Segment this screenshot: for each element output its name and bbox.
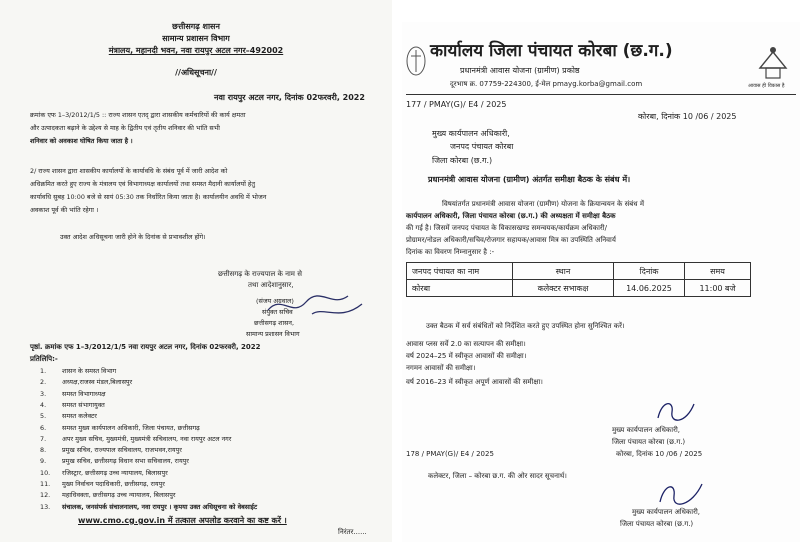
awas-logo-icon <box>752 42 794 88</box>
recipient-number: 5. <box>40 412 47 421</box>
left-para1-line: और उत्पादकता बढ़ाने के उद्देश्य से माह के द्वितीय एवं तृतीय शनिवार की भांति सभी <box>30 124 220 132</box>
recipient-text: समस्त विभागाध्यक्ष <box>62 389 106 398</box>
right-sign1-line: कोरबा, दिनांक 10 /06 / 2025 <box>616 450 703 458</box>
recipient-number: 4. <box>40 400 47 409</box>
recipient-text: अध्यक्ष,राजस्व मंडल,बिलासपुर <box>62 378 133 387</box>
right-ref-date: कोरबा, दिनांक 10 /06 / 2025 <box>638 112 737 121</box>
right-body-line: कार्यपालन अधिकारी, जिला पंचायत कोरबा (छ.ग.) की अध्यक्षता में समीक्षा बैठक <box>406 212 616 220</box>
table-header-cell: दिनांक <box>614 263 685 280</box>
left-para2-line: कार्यावधि सुबह 10:00 बजे से सायं 05:30 तक निर्धारित किया जाता है। कार्यालयीन अवधि में भोजन <box>30 193 267 201</box>
table-cell: कलेक्टर सभाकक्ष <box>513 280 614 297</box>
agenda-item: वर्ष 2016–23 में स्वीकृत अपूर्ण आवासों की समीक्षा। <box>406 378 543 386</box>
left-header-address: मंत्रालय, महानदी भवन, नवा रायपुर अटल नगर–492002 <box>108 46 284 55</box>
right-office-contact: दूरभाष क्र. 07759-224300, ई-मेल pmayg.korba@gmail.com <box>450 80 643 88</box>
left-header-department: सामान्य प्रशासन विभाग <box>162 34 230 43</box>
left-para1-line: क्रमांक एफ 1–3/2012/1/5 :: राज्य शासन एतद् द्वारा शासकीय कर्मचारियों की कार्य क्षमता <box>30 111 246 119</box>
emblem-icon <box>404 44 428 78</box>
left-para2-line: अधिक्रमित करते हुए राज्य के मंत्रालय एवं विभागाध्यक्ष कार्यालयों तथा समस्त मैदानी कार्यालयों हेतु <box>30 180 255 188</box>
left-sign-line: संयुक्त सचिव <box>262 308 293 316</box>
agenda-item: आवास प्लस सर्वे 2.0 का सत्यापन की समीक्षा। <box>406 340 526 348</box>
agenda-item: नगमन आवासों की समीक्षा। <box>406 364 476 372</box>
right-body-line: दिनांक का विवरण निम्नानुसार है :- <box>406 248 495 256</box>
recipient-item <box>40 492 175 499</box>
recipient-number: 3. <box>40 389 47 398</box>
recipient-item <box>40 379 132 386</box>
table-cell: 11:00 बजे <box>685 280 751 297</box>
left-sign-line: छत्तीसगढ़ शासन, <box>254 319 294 327</box>
left-document <box>0 0 392 542</box>
recipient-item <box>40 413 97 420</box>
left-date-line: नवा रायपुर अटल नगर, दिनांक 02फरवरी, 2022 <box>214 93 365 102</box>
left-sign-line: सामान्य प्रशासन विभाग <box>246 330 300 338</box>
recipient-item <box>40 504 257 511</box>
recipient-number: 2. <box>40 378 47 387</box>
meeting-table-header-row <box>407 263 751 280</box>
right-subject: प्रधानमंत्री आवास योजना (ग्रामीण) अंतर्गत समीक्षा बैठक के संबंध में। <box>428 175 631 184</box>
right-office-title: कार्यालय जिला पंचायत कोरबा (छ.ग.) <box>430 41 673 61</box>
table-cell: 14.06.2025 <box>614 280 685 297</box>
recipient-item <box>40 436 231 443</box>
recipient-item <box>40 481 165 488</box>
recipient-text: रजिस्ट्रार, छत्तीसगढ़ उच्च न्यायालय, बिलासपुर <box>62 468 168 477</box>
right-copy-line: कलेक्टर, जिला – कोरबा छ.ग. की ओर सादर सूचनार्थ। <box>428 472 567 480</box>
right-instruction: उक्त बैठक में सर्व संबंधितों को निर्देशित करते हुए उपस्थित होना सुनिश्चित करें। <box>426 322 625 330</box>
agenda-item: वर्ष 2024–25 में स्वीकृत आवासों की समीक्षा। <box>406 352 527 360</box>
left-endorse-line: पृष्ठां. क्रमांक एफ 1–3/2012/1/5 नवा रायपुर अटल नगर, दिनांक 02फरवरी, 2022 <box>30 343 261 351</box>
recipient-number: 13. <box>40 502 51 511</box>
recipient-text: समस्त संभागायुक्त <box>62 400 105 409</box>
recipient-number: 9. <box>40 457 47 466</box>
right-signature-2-icon <box>652 476 712 512</box>
recipient-number: 1. <box>40 367 47 375</box>
left-para2-line: 2/ राज्य शासन द्वारा शासकीय कार्यालयों के कार्यावधि के संबंध पूर्व में जारी आदेश को <box>30 167 228 175</box>
left-para1-line: शनिवार को अवकाश घोषित किया जाता है । <box>30 137 133 145</box>
right-copy-ref: 178 / PMAY(G)/ E4 / 2025 <box>406 450 494 458</box>
recipient-number: 7. <box>40 434 47 443</box>
left-footer-continued: निरंतर...... <box>338 528 367 536</box>
left-copy-label: प्रतिलिपि:- <box>30 355 58 363</box>
right-sign2-line: जिला पंचायत कोरबा (छ.ग.) <box>620 520 694 528</box>
right-body-line: विषयांतर्गत प्रधानमंत्री आवास योजना (ग्रामीण) योजना के क्रियान्वयन के संबंध में <box>442 200 645 208</box>
right-sign1-line: जिला पंचायत कोरबा (छ.ग.) <box>612 438 686 446</box>
recipient-text: अपर मुख्य सचिव, मुख्यमंत्री, मुख्यमंत्री सचिवालय, नवा रायपुर अटल नगर <box>62 434 232 443</box>
recipient-item <box>40 458 189 465</box>
recipient-item <box>40 391 106 398</box>
table-header-cell: समय <box>685 263 751 280</box>
left-para3: उक्त आदेश अधिसूचना जारी होने के दिनांक से प्रभावशील होंगे। <box>60 233 206 241</box>
recipient-number: 8. <box>40 446 47 455</box>
right-signature-1-icon <box>648 394 704 428</box>
right-to-line: मुख्य कार्यपालन अधिकारी, <box>432 129 510 138</box>
right-body-line: की गई है। जिसमें जनपद पंचायत के विकासखण्ड समन्वयक/कार्यक्रम अधिकारी/ <box>406 224 607 232</box>
recipient-text: समस्त कलेक्टर <box>62 412 97 421</box>
meeting-table-row <box>407 280 751 297</box>
right-sign2-line: मुख्य कार्यपालन अधिकारी, <box>632 508 701 516</box>
left-sign-line: छत्तीसगढ़ के राज्यपाल के नाम से <box>218 270 302 278</box>
left-notification-title: //अधिसूचना// <box>175 68 217 77</box>
recipient-text: संचालक, जनसंपर्क संचालनालय, नवा रायपुर । कृपया उक्त अधिसूचना को वेबसाईट <box>62 502 258 511</box>
recipient-number: 12. <box>40 491 51 500</box>
recipient-item <box>40 368 116 375</box>
right-document <box>402 22 800 542</box>
left-para2-line: अवकाश पूर्व की भांति रहेगा । <box>30 206 99 214</box>
meeting-table <box>406 262 751 297</box>
right-to-line: जनपद पंचायत कोरबा <box>450 142 514 151</box>
recipient-text: महाधिवक्ता, छत्तीसगढ़ उच्च न्यायालय, बिलासपुर <box>62 491 176 500</box>
left-signature-icon <box>262 288 372 328</box>
recipient-number: 10. <box>40 468 51 477</box>
right-sign1-line: मुख्य कार्यपालन अधिकारी, <box>612 426 681 434</box>
recipient-text: प्रमुख सचिव, राज्यपाल सचिवालय, राजभवन,रायपुर <box>62 446 182 455</box>
recipient-item <box>40 447 182 454</box>
right-to-line: जिला कोरबा (छ.ग.) <box>432 156 493 165</box>
recipient-text: समस्त मुख्य कार्यपालन अधिकारी, जिला पंचायत, छत्तीसगढ़ <box>62 423 200 432</box>
recipient-number: 11. <box>40 480 51 488</box>
left-sign-line: तथा आदेशानुसार, <box>248 281 294 289</box>
table-header-cell: स्थान <box>513 263 614 280</box>
recipient-number: 6. <box>40 423 47 432</box>
left-website-line: www.cmo.cg.gov.in में तत्काल अपलोड करवाने का कष्ट करें । <box>78 516 287 525</box>
right-header-rule <box>406 94 796 95</box>
table-header-cell: जनपद पंचायत का नाम <box>407 263 513 280</box>
left-header-government: छत्तीसगढ़ शासन <box>172 22 220 31</box>
recipient-item <box>40 425 200 432</box>
recipient-text: शासन के समस्त विभाग <box>62 367 117 375</box>
recipient-text: मुख्य निर्वाचन पदाधिकारी, छत्तीसगढ़, रायपुर <box>62 480 165 488</box>
left-sign-line: (संजय अग्रवाल) <box>256 297 294 305</box>
recipient-item <box>40 470 168 477</box>
right-ref-number: 177 / PMAY(G)/ E4 / 2025 <box>406 100 507 109</box>
right-body-line: प्रोग्रामर/नोडल अधिकारी/सचिव/रोजगार सहायक/आवास मित्र का उपस्थिति अनिवार्य <box>406 236 616 244</box>
recipient-item <box>40 402 105 409</box>
right-office-subtitle: प्रधानमंत्री आवास योजना (ग्रामीण) प्रकोष्ठ <box>460 66 580 75</box>
awas-logo-caption: आवास ही विकास है <box>748 83 785 89</box>
table-cell: कोरबा <box>407 280 513 297</box>
recipient-text: प्रमुख सचिव, छत्तीसगढ़ विधान सभा सचिवालय, रायपुर <box>62 457 189 466</box>
